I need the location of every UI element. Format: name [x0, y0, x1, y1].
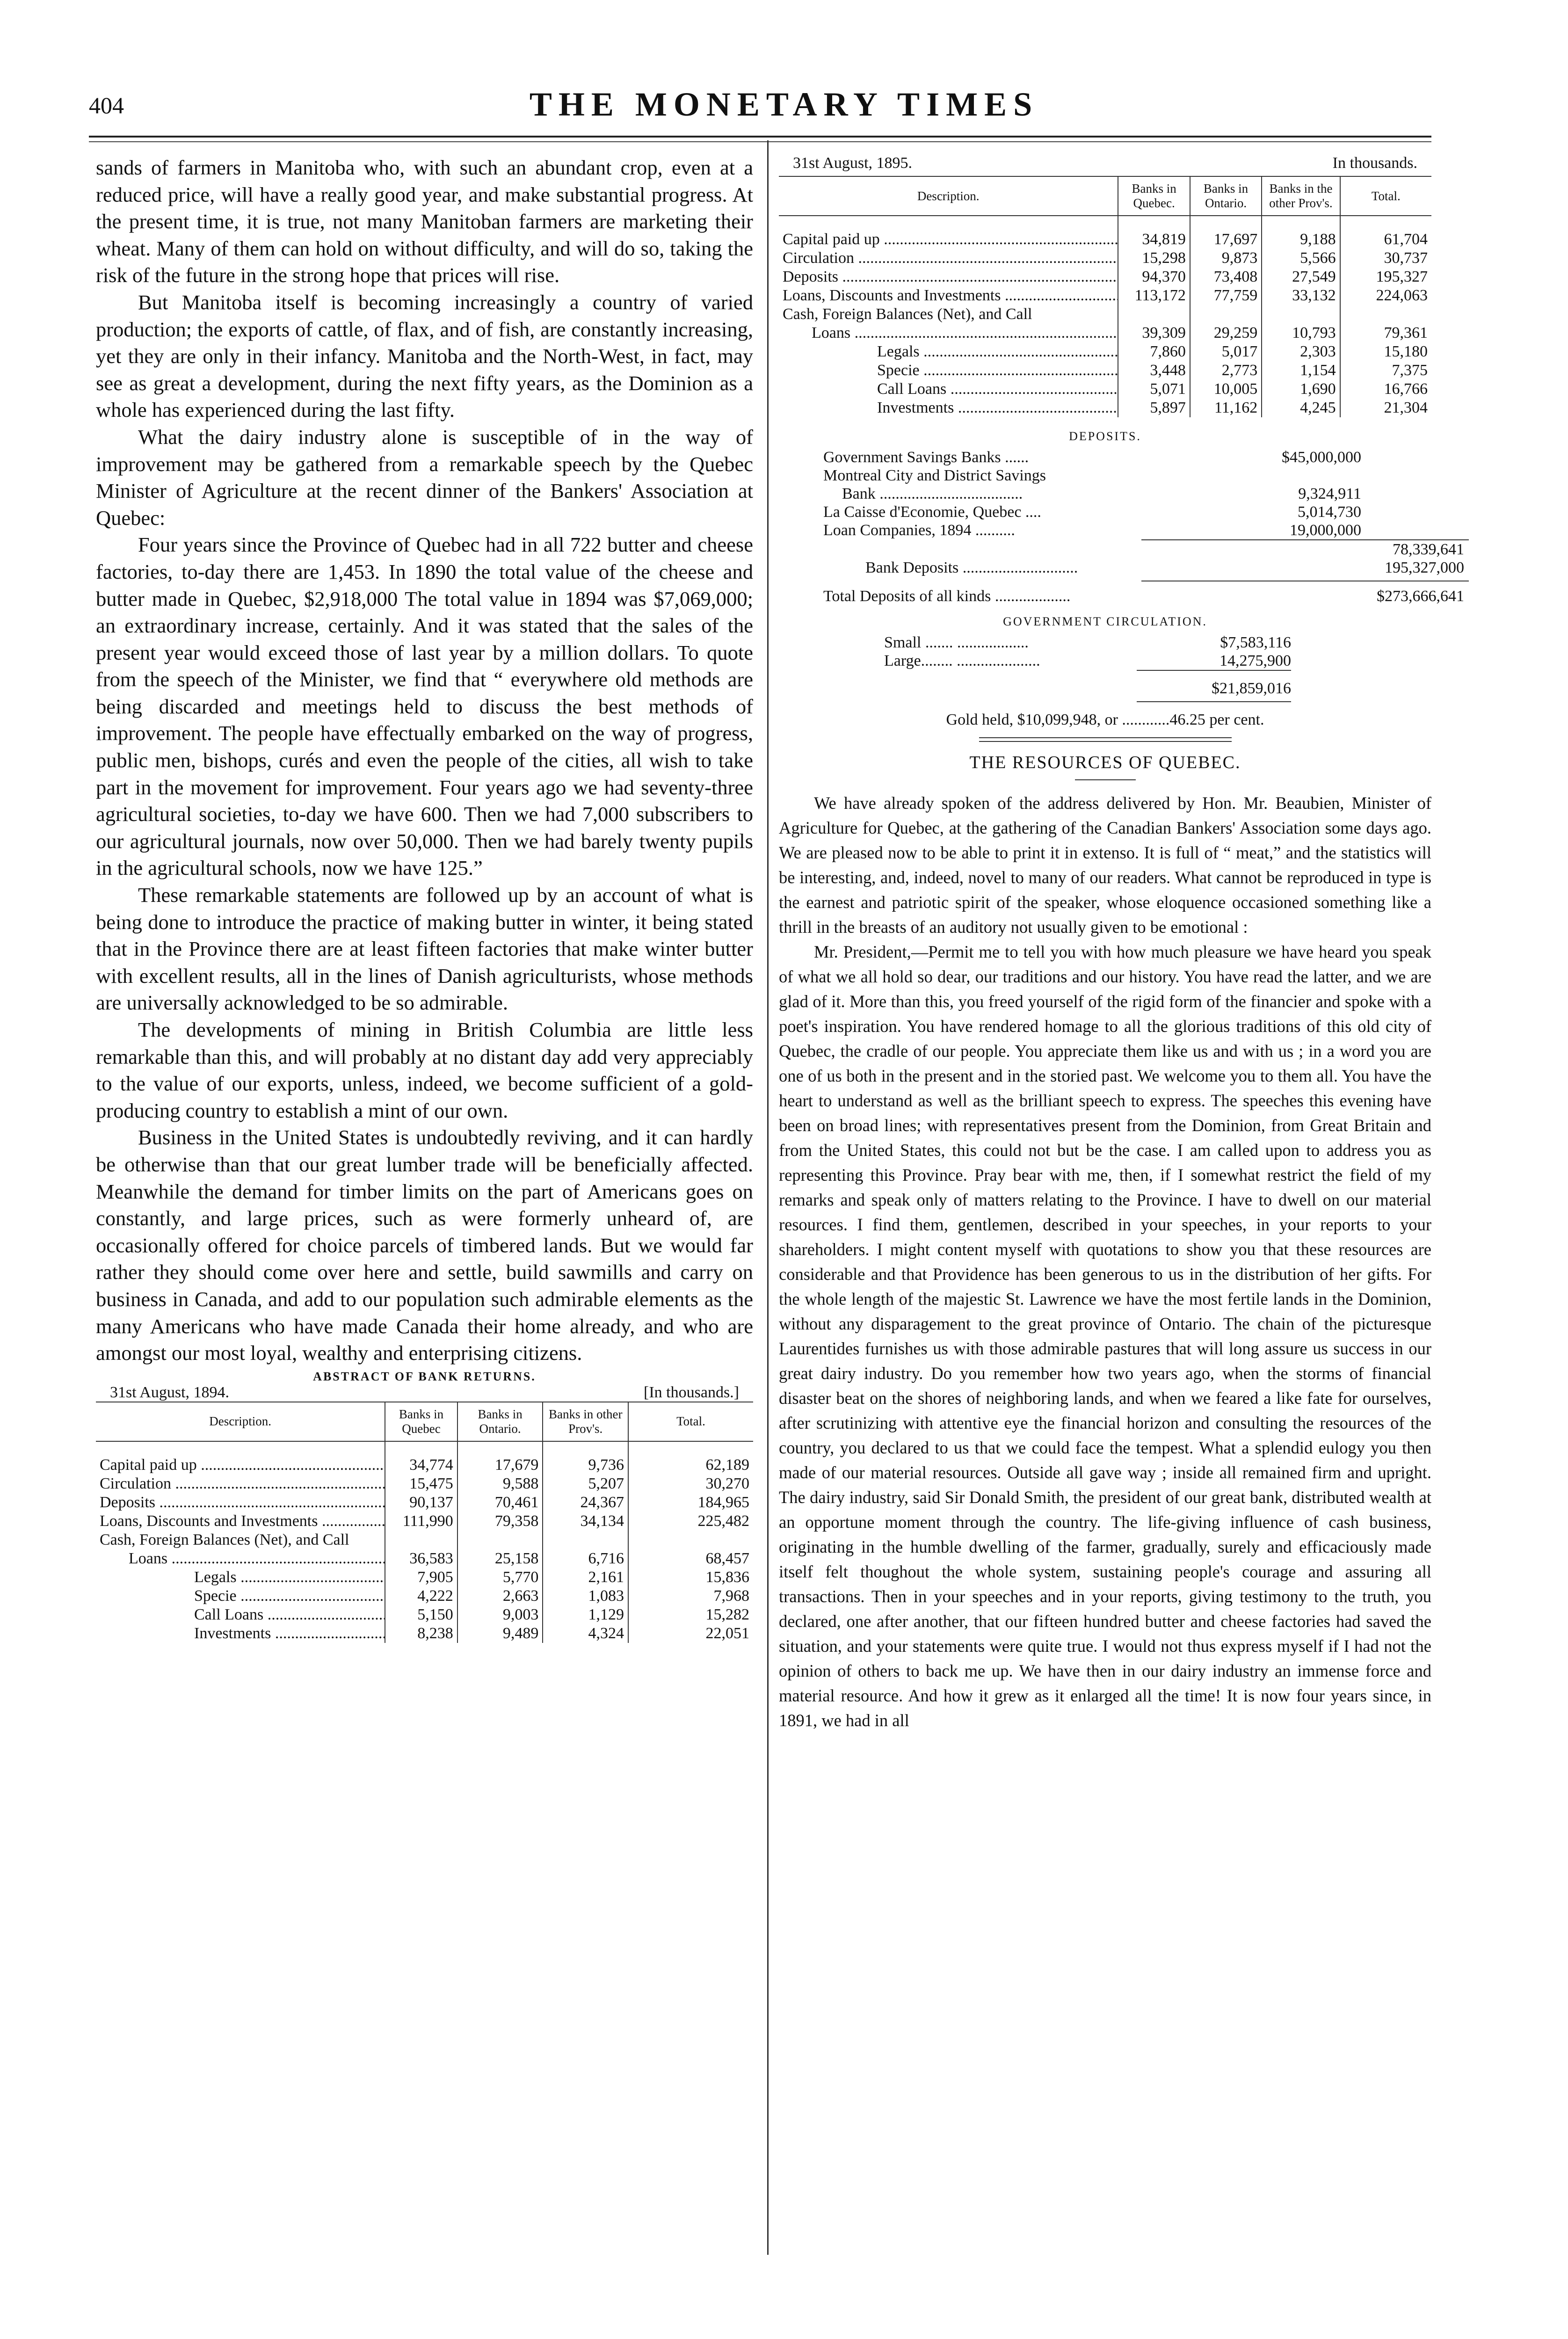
deposit-label: Government Savings Banks ...... — [823, 449, 1029, 466]
paragraph: sands of farmers in Manitoba who, with such an abundant crop, even at a reduced price, will have a really good year, and make substantial progress. At the present time, it is true, not many Manitoban farmers are marketing their wheat. Many of them can hold on without difficulty, and will do so, taking the risk of the future in the strong hope that prices will rise. — [96, 156, 753, 287]
row-label: Circulation ..... — [100, 1475, 385, 1493]
table-row — [779, 230, 1431, 249]
row-value: 7,968 — [628, 1587, 753, 1605]
row-value: 9,736 — [543, 1456, 628, 1475]
table-row — [779, 268, 1431, 286]
row-value: 77,759 — [1190, 286, 1262, 305]
row-label: Call Loans ..... — [194, 1605, 385, 1624]
table-row — [96, 1568, 753, 1587]
article-rule — [979, 737, 1232, 738]
circulation-label: Small ....... .................. — [884, 634, 1029, 651]
table-header: Total. — [628, 1402, 753, 1441]
row-value: 22,051 — [628, 1624, 753, 1643]
table-header: Description. — [779, 176, 1118, 216]
bank-returns-table-1894 — [96, 1402, 753, 1643]
row-value: 24,367 — [543, 1493, 628, 1512]
row-value: 70,461 — [457, 1493, 543, 1512]
row-value: 184,965 — [628, 1493, 753, 1512]
row-label: Investments ..... — [877, 399, 1118, 417]
row-value: 5,071 — [1118, 380, 1190, 399]
row-label: Capital paid up ..... — [100, 1456, 385, 1475]
row-value: 17,679 — [457, 1456, 543, 1475]
table-row — [779, 324, 1431, 342]
row-value: 9,188 — [1262, 230, 1340, 249]
row-value: 4,222 — [385, 1587, 457, 1605]
row-value: 225,482 — [628, 1512, 753, 1531]
row-label: Specie ..... — [194, 1587, 385, 1605]
row-value: 90,137 — [385, 1493, 457, 1512]
deposit-row — [823, 521, 1361, 539]
deposit-label: Bank .................................... — [842, 485, 1023, 502]
row-value: 3,448 — [1118, 361, 1190, 380]
table-spacer — [96, 1441, 753, 1456]
row-value: 9,873 — [1190, 249, 1262, 268]
row-value: 5,207 — [543, 1475, 628, 1493]
row-value: 27,549 — [1262, 268, 1340, 286]
row-label: Call Loans ..... — [877, 380, 1118, 399]
deposit-label: Bank Deposits ............................. — [865, 559, 1078, 576]
row-value: 5,150 — [385, 1605, 457, 1624]
deposit-total-label: Total Deposits of all kinds ................... — [823, 588, 1071, 605]
row-value: 36,583 — [385, 1549, 457, 1568]
deposits-section — [779, 429, 1464, 729]
deposit-value: $45,000,000 — [1282, 449, 1361, 466]
table-1894-unit: [In thousands.] — [644, 1383, 739, 1401]
deposit-label: Montreal City and District Savings — [823, 467, 1046, 484]
left-body — [96, 154, 753, 1367]
row-label: Loans ..... — [129, 1549, 385, 1568]
row-label: Specie ..... — [877, 361, 1118, 380]
table-1894-caption — [96, 1384, 753, 1402]
row-value: 79,361 — [1340, 324, 1431, 342]
circulation-caption: GOVERNMENT CIRCULATION. — [1003, 615, 1207, 628]
row-value: 5,566 — [1262, 249, 1340, 268]
row-value: 15,475 — [385, 1475, 457, 1493]
table-header: Banks in other Prov's. — [543, 1402, 628, 1441]
row-value: 9,588 — [457, 1475, 543, 1493]
row-label: Deposits ..... — [783, 268, 1118, 286]
circulation-rule — [1137, 670, 1291, 671]
row-label: Circulation ..... — [783, 249, 1118, 268]
row-label: Investments ..... — [194, 1624, 385, 1643]
row-value: 79,358 — [457, 1512, 543, 1531]
table-row — [779, 399, 1431, 417]
column-divider — [767, 140, 769, 2255]
table-header: Banks in the other Prov's. — [1262, 176, 1340, 216]
row-value — [457, 1531, 543, 1549]
circulation-row — [884, 679, 1291, 697]
row-value: 30,270 — [628, 1475, 753, 1493]
row-value: 68,457 — [628, 1549, 753, 1568]
row-value: 9,003 — [457, 1605, 543, 1624]
row-value — [1190, 305, 1262, 324]
table-header: Banks in Ontario. — [1190, 176, 1262, 216]
row-value: 4,245 — [1262, 399, 1340, 417]
row-value: 25,158 — [457, 1549, 543, 1568]
row-value: 1,154 — [1262, 361, 1340, 380]
paragraph: Four years since the Province of Quebec had in all 722 butter and cheese factories, to-day there are 1,453. In 1890 the total value of the cheese and butter made in Quebec, $2,918,000 The total value in 1894 was $7,069,000; an extraordinary increase, certainly. And it was stated that the sales of the present year would exceed those of last year by a million dollars. To quote from the speech of the Minister, we find that “ everywhere old methods are being discarded and meetings held to discuss the best methods of improvement. The people have effectually embarked on the way of progress, public men, bishops, curés and even the people of the cities, all wish to take part in the movement for improvement. Four years ago we had seventy-three agricultural societies, to-day we have 600. Then we had 7,000 subscribers to our agricultural journals, now over 50,000. Then we had barely twenty pupils in the agricultural schools, now we have 125.” — [96, 533, 753, 880]
right-column — [779, 154, 1464, 1733]
deposit-value: 19,000,000 — [1290, 522, 1361, 539]
row-value: 7,905 — [385, 1568, 457, 1587]
table-1895-caption — [779, 154, 1431, 172]
row-value: 34,819 — [1118, 230, 1190, 249]
deposit-row — [823, 587, 1464, 605]
table-row — [96, 1624, 753, 1643]
row-value: 30,737 — [1340, 249, 1431, 268]
deposit-value: 5,014,730 — [1298, 503, 1361, 521]
table-header: Description. — [96, 1402, 385, 1441]
row-value: 15,180 — [1340, 342, 1431, 361]
gold-held-text: Gold held, $10,099,948, or ............46.25 per cent. — [946, 711, 1264, 728]
row-value: 34,134 — [543, 1512, 628, 1531]
deposit-subtotal: 78,339,641 — [1393, 541, 1464, 558]
deposit-row — [823, 448, 1361, 466]
deposit-value: 9,324,911 — [1298, 485, 1361, 502]
table-row — [779, 380, 1431, 399]
row-value: 39,309 — [1118, 324, 1190, 342]
circulation-label: Large........ ..................... — [884, 652, 1040, 669]
row-value: 73,408 — [1190, 268, 1262, 286]
row-value: 10,005 — [1190, 380, 1262, 399]
row-value: 4,324 — [543, 1624, 628, 1643]
row-value: 2,303 — [1262, 342, 1340, 361]
table-row — [96, 1549, 753, 1568]
table-row — [96, 1456, 753, 1475]
row-value: 113,172 — [1118, 286, 1190, 305]
deposit-row — [823, 466, 1361, 485]
row-label: Cash, Foreign Balances (Net), and Call — [100, 1531, 349, 1548]
row-value: 15,282 — [628, 1605, 753, 1624]
row-value: 195,327 — [1340, 268, 1431, 286]
row-value: 8,238 — [385, 1624, 457, 1643]
masthead: THE MONETARY TIMES — [529, 86, 1039, 123]
article-title-rule — [1075, 779, 1136, 780]
row-value: 34,774 — [385, 1456, 457, 1475]
paragraph: These remarkable statements are followed up by an account of what is being done to introduce the practice of making butter in winter, it being stated that in the Province there are at least fifteen factories that make winter butter with excellent results, all in the lines of Danish agriculturists, whose methods are universally acknowledged to be so admirable. — [96, 883, 753, 1015]
row-label: Loans, Discounts and Investments ..... — [783, 286, 1118, 305]
paragraph: We have already spoken of the address delivered by Hon. Mr. Beaubien, Minister of Agriculture for Quebec, at the gathering of the Canadian Bankers' Association some days ago. We are pleased now to be able to print it in extenso. It is full of “ meat,” and the statistics will be interesting, and, indeed, novel to many of our readers. What cannot be reproduced in type is the earnest and patriotic spirit of the speaker, whose eloquence occasioned something like a thrill in the breasts of an auditory not usually given to be emotional : — [779, 793, 1431, 937]
paragraph: Mr. President,—Permit me to tell you with how much pleasure we have heard you speak of what we all hold so dear, our traditions and our history. You have read the latter, and we are glad of it. More than this, you freed yourself of the rigid form of the financier and spoke with a poet's inspiration. You have rendered homage to all the glorious traditions of this old city of Quebec, the cradle of our people. You appreciate them like us and with us ; in a word you are one of us both in the present and in the storied past. We welcome you to them all. You have the heart to understand as well as the brilliant speech to express. The speeches this evening have been on broad lines; with representatives present from the Dominion, from Great Britain and from the United States, this could not but be the case. I am called upon to address you as representing this Province. Pray bear with me, then, if I somewhat restrict the field of my remarks and speak only of matters relating to the Province. I have to dwell on our material resources. I find them, gentlemen, described in your speeches, in your reports to your shareholders. I might content myself with quotations to show you that these resources are considerable and that Providence has been generous to us in the distribution of her gifts. For the whole length of the majestic St. Lawrence we have the most fertile lands in the Dominion, without any disparagement to the great province of Ontario. The chain of the picturesque Laurentides furnishes us with those admirable pastures that will long assure us success in our great dairy industry. Do you remember how two years ago, when the storms of financial disaster beat on the shores of neighboring lands, and when we feared a like fate for ourselves, after scrutinizing with attentive eye the financial horizon and consulting the resources of the country, you declared to us that we could face the tempest. What a splendid eulogy you then made of our material resources. Outside all gave way ; inside all remained firm and upright. The dairy industry, said Sir Donald Smith, the president of our great bank, distributed wealth at an opportune moment through the country. The life-giving influence of cash business, originating in the humble dwelling of the farmer, gradually, surely and efficaciously made itself felt thoughout the whole system, sustaining people's courage and assuring all transactions. Then in your speeches and in your reports, giving testimony to the truth, you declared, one after another, that our fifteen hundred butter and cheese factories had saved the situation, and your statements were quite true. I would not thus express myself if I had not the opinion of others to back me up. We have then in our dairy industry an immense force and material resource. And how it grew as it enlarged all the time! It is now four years since, in 1891, we had in all — [779, 942, 1431, 1730]
row-value: 61,704 — [1340, 230, 1431, 249]
table-row — [779, 249, 1431, 268]
row-label: Capital paid up ..... — [783, 230, 1118, 249]
gold-held-line — [779, 711, 1431, 729]
deposit-label: La Caisse d'Economie, Quebec .... — [823, 503, 1041, 521]
row-label: Deposits ..... — [100, 1493, 385, 1512]
table-row — [96, 1587, 753, 1605]
header-rule-thin — [89, 141, 1431, 142]
table-row — [779, 305, 1431, 324]
table-row — [779, 286, 1431, 305]
row-value: 224,063 — [1340, 286, 1431, 305]
deposit-row — [823, 503, 1361, 521]
row-value — [1118, 305, 1190, 324]
row-value: 15,836 — [628, 1568, 753, 1587]
row-value: 6,716 — [543, 1549, 628, 1568]
deposit-row — [823, 540, 1464, 559]
circulation-row — [884, 633, 1291, 652]
table-header: Total. — [1340, 176, 1431, 216]
row-value — [628, 1531, 753, 1549]
circulation-row — [884, 652, 1291, 670]
table-header: Banks in Quebec — [385, 1402, 457, 1441]
row-value: 111,990 — [385, 1512, 457, 1531]
abstract-title: ABSTRACT OF BANK RETURNS. — [313, 1369, 536, 1383]
circulation-value: 14,275,900 — [1220, 652, 1291, 669]
table-row — [96, 1475, 753, 1493]
row-value — [1262, 305, 1340, 324]
row-value: 11,162 — [1190, 399, 1262, 417]
row-value: 1,690 — [1262, 380, 1340, 399]
table-row — [96, 1605, 753, 1624]
row-value: 9,489 — [457, 1624, 543, 1643]
row-label: Loans, Discounts and Investments ..... — [100, 1512, 385, 1531]
row-label: Cash, Foreign Balances (Net), and Call — [783, 305, 1032, 323]
article-rule-2 — [979, 741, 1232, 742]
paragraph: But Manitoba itself is becoming increasingly a country of varied production; the exports of cattle, of flax, and of fish, are constantly increasing, yet they are only in their infancy. Manitoba and the North-West, in fact, may see as great a development, during the next fifty years, as the Dominion as a whole has experienced during the last fifty. — [96, 290, 753, 422]
deposits-caption: DEPOSITS. — [1069, 429, 1141, 443]
row-value: 5,897 — [1118, 399, 1190, 417]
paragraph: What the dairy industry alone is susceptible of in the way of improvement may be gathered from a remarkable speech by the Quebec Minister of Agriculture at the recent dinner of the Bankers' Association at Quebec: — [96, 425, 753, 530]
table-1895-unit: In thousands. — [1332, 154, 1417, 172]
row-value: 5,770 — [457, 1568, 543, 1587]
deposit-label: Loan Companies, 1894 .......... — [823, 522, 1015, 539]
row-label: Legals ..... — [194, 1568, 385, 1587]
deposit-total-value: $273,666,641 — [1377, 588, 1464, 605]
row-value: 62,189 — [628, 1456, 753, 1475]
table-row — [96, 1512, 753, 1531]
row-value: 17,697 — [1190, 230, 1262, 249]
bank-returns-table-1895 — [779, 176, 1431, 417]
row-label: Legals ..... — [877, 342, 1118, 361]
paragraph: Business in the United States is undoubtedly reviving, and it can hardly be otherwise than that our great lumber trade will be beneficially affected. Meanwhile the demand for timber limits on the part of Americans goes on constantly, and large prices, such as were formerly unheard of, are occasionally offered for choice parcels of timbered lands. But we would far rather they should come over here and settle, build sawmills and carry on business in Canada, and add to our population such admirable elements as the many Americans who have made Canada their home already, and who are amongst our most loyal, wealthy and enterprising citizens. — [96, 1126, 753, 1365]
row-value: 16,766 — [1340, 380, 1431, 399]
circulation-total-rule — [1137, 701, 1291, 702]
row-value: 33,132 — [1262, 286, 1340, 305]
circulation-total: $21,859,016 — [1212, 680, 1291, 697]
table-row — [96, 1531, 753, 1549]
row-value: 2,663 — [457, 1587, 543, 1605]
circulation-value: $7,583,116 — [1220, 634, 1291, 651]
row-value: 1,083 — [543, 1587, 628, 1605]
table-row — [779, 342, 1431, 361]
article-body — [779, 791, 1431, 1733]
row-value: 7,375 — [1340, 361, 1431, 380]
table-row — [96, 1493, 753, 1512]
row-value: 29,259 — [1190, 324, 1262, 342]
deposit-row — [823, 485, 1361, 503]
article-title: THE RESOURCES OF QUEBEC. — [969, 753, 1241, 772]
header-rule — [89, 136, 1431, 138]
table-row — [779, 361, 1431, 380]
row-value: 21,304 — [1340, 399, 1431, 417]
table-header: Banks in Ontario. — [457, 1402, 543, 1441]
row-label: Loans ..... — [812, 324, 1118, 342]
table-spacer — [779, 216, 1431, 230]
row-value — [543, 1531, 628, 1549]
row-value: 94,370 — [1118, 268, 1190, 286]
row-value: 7,860 — [1118, 342, 1190, 361]
row-value — [385, 1531, 457, 1549]
row-value: 5,017 — [1190, 342, 1262, 361]
row-value — [1340, 305, 1431, 324]
deposit-value: 195,327,000 — [1385, 559, 1464, 576]
paragraph: The developments of mining in British Columbia are little less remarkable than this, and will probably at no distant day add very appreciably to the value of our exports, unless, indeed, we become sufficient of a gold-producing country to establish a mint of our own. — [96, 1018, 753, 1122]
table-1894-date: 31st August, 1894. — [110, 1383, 230, 1401]
deposit-row — [823, 559, 1464, 577]
page-number: 404 — [89, 92, 124, 118]
row-value: 1,129 — [543, 1605, 628, 1624]
table-header: Banks in Quebec. — [1118, 176, 1190, 216]
table-1895-date: 31st August, 1895. — [793, 154, 913, 172]
left-column — [96, 154, 753, 1643]
row-value: 10,793 — [1262, 324, 1340, 342]
row-value: 2,161 — [543, 1568, 628, 1587]
row-value: 15,298 — [1118, 249, 1190, 268]
row-value: 2,773 — [1190, 361, 1262, 380]
